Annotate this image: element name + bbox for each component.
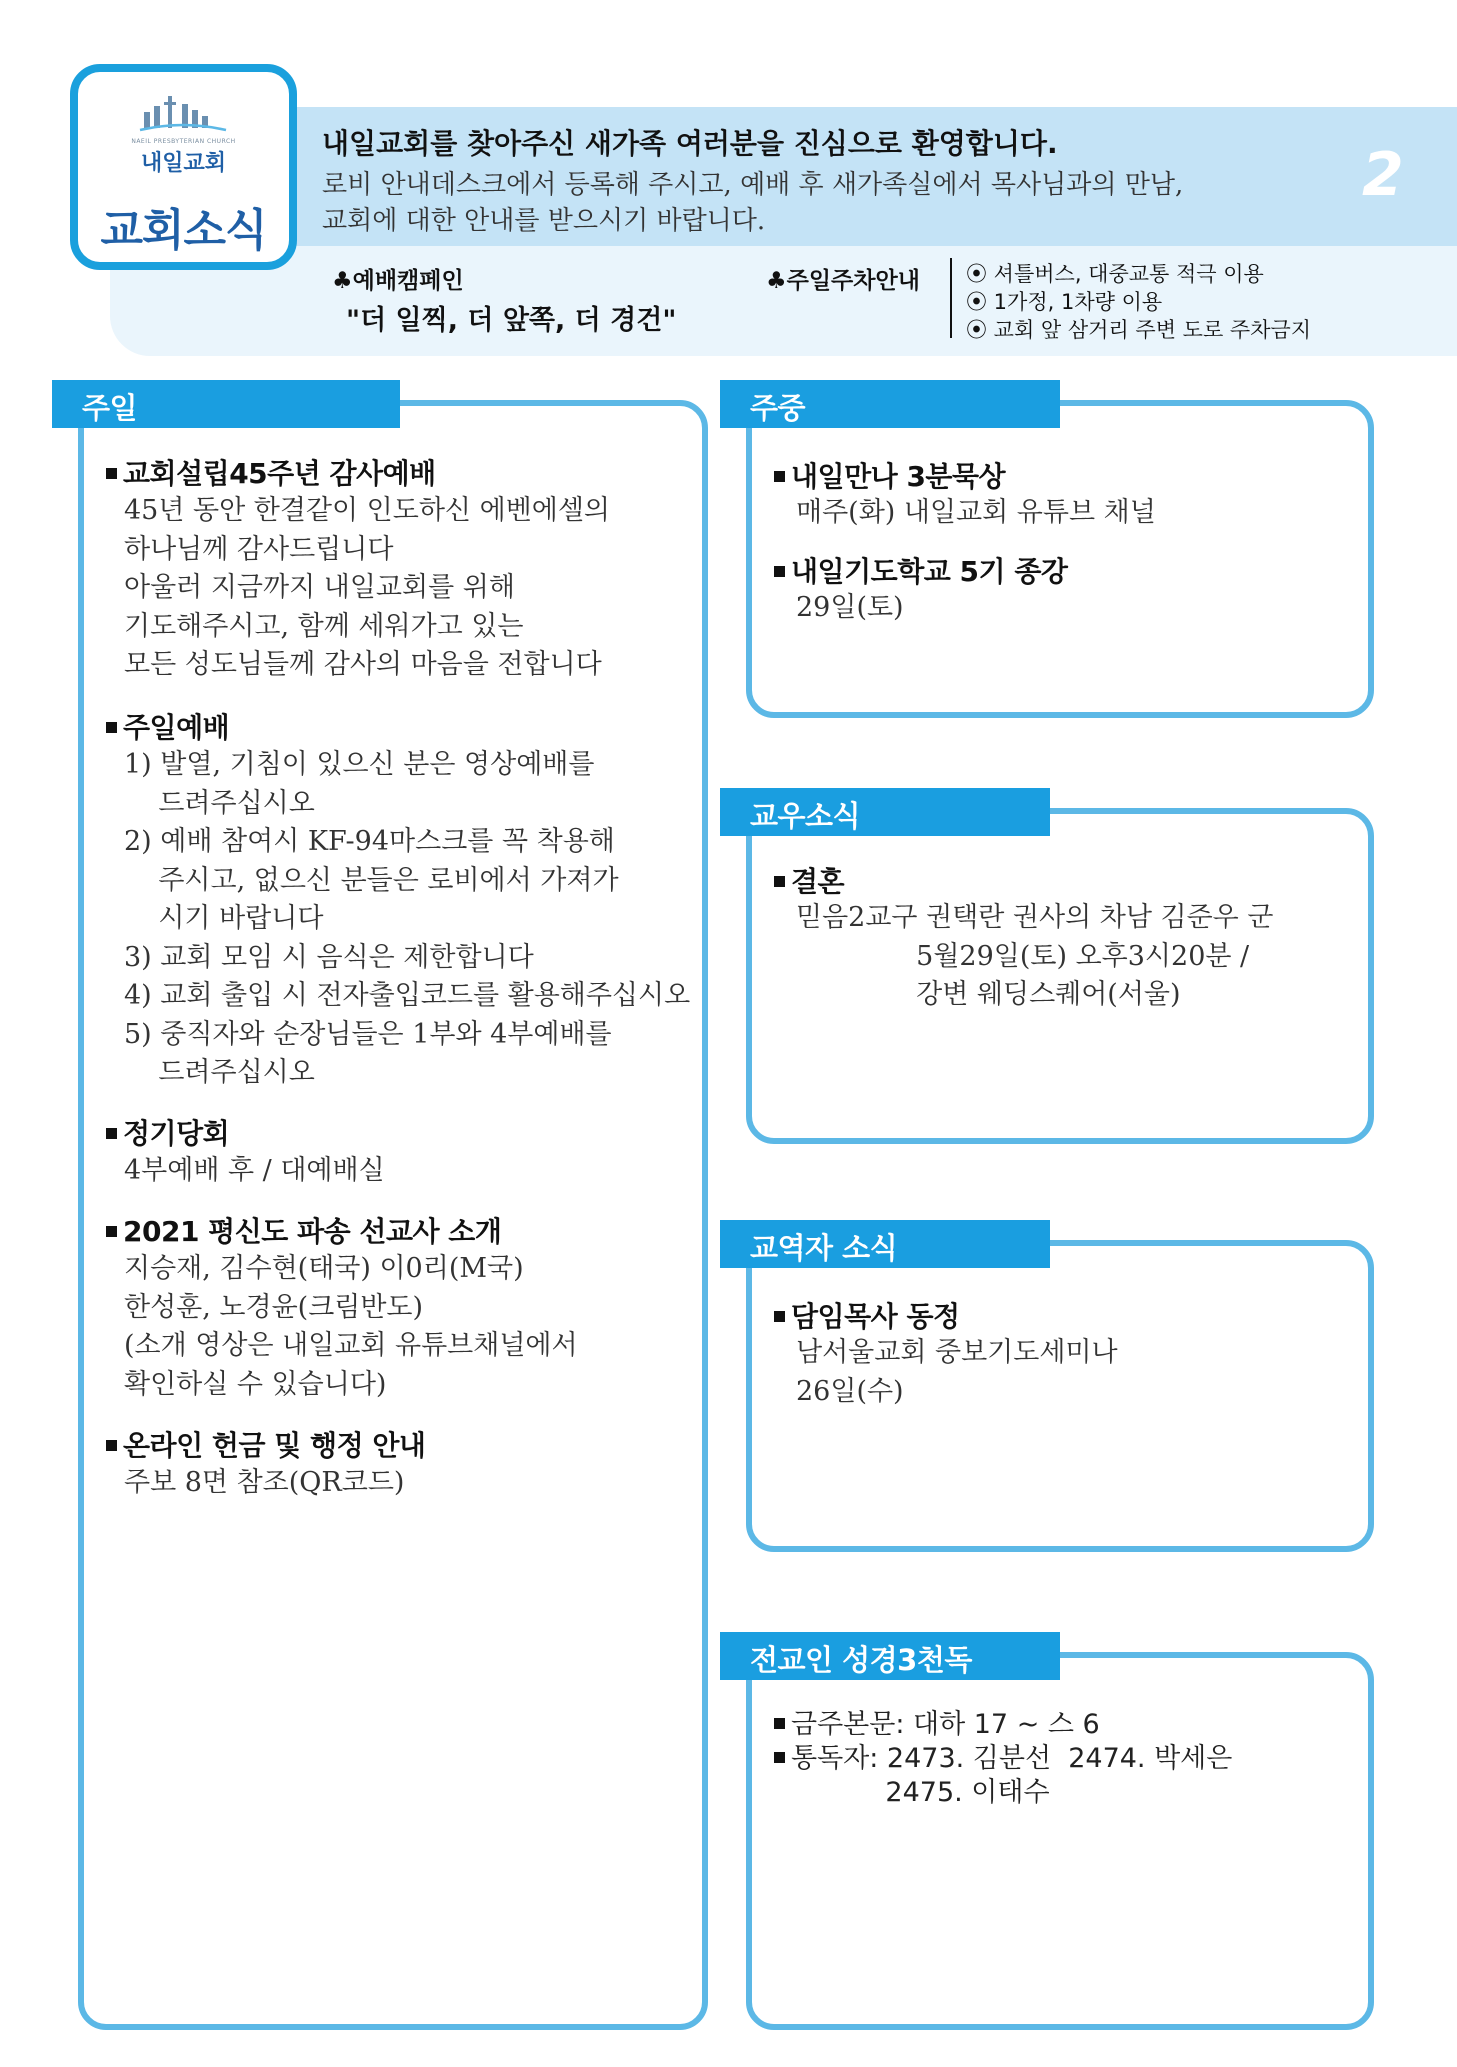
members-item-title: 결혼 bbox=[774, 860, 844, 900]
parking-label: ♣주일주차안내 bbox=[766, 268, 920, 294]
welcome-line-1: 로비 안내데스크에서 등록해 주시고, 예배 후 새가족실에서 목사님과의 만남, bbox=[322, 170, 1184, 200]
bullet-square-icon bbox=[774, 1311, 785, 1322]
ministers-item-title: 담임목사 동정 bbox=[774, 1295, 960, 1335]
bullet-square-icon bbox=[774, 876, 785, 887]
bullet-square-icon bbox=[106, 1128, 117, 1139]
ministers-item-body: 남서울교회 중보기도세미나 26일(수) bbox=[796, 1337, 1118, 1407]
bullet-square-icon bbox=[106, 468, 117, 479]
welcome-title: 내일교회를 찾아주신 새가족 여러분을 진심으로 환영합니다. bbox=[322, 127, 1058, 160]
church-logo bbox=[70, 64, 297, 270]
bible-tab: 전교인 성경3천독 bbox=[720, 1632, 1060, 1680]
sunday-item-title: 정기당회 bbox=[106, 1112, 229, 1152]
parking-item: ⦿ 교회 앞 삼거리 주변 도로 주차금지 bbox=[966, 318, 1312, 342]
parking-divider bbox=[950, 258, 952, 338]
sunday-item-title: 교회설립45주년 감사예배 bbox=[106, 452, 436, 492]
sunday-item-body: 45년 동안 한결같이 인도하신 에벤에셀의 하나님께 감사드립니다 아울러 지금까지 내일교회를 위해 기도해주시고, 함께 세워가고 있는 모든 성도님들께 감사의 마음을 전합니다 bbox=[124, 495, 610, 680]
campaign-slogan: "더 일찍, 더 앞쪽, 더 경건" bbox=[346, 305, 677, 336]
weekday-tab: 주중 bbox=[720, 380, 1060, 428]
members-tab: 교우소식 bbox=[720, 788, 1050, 836]
bible-line: 금주본문: 대하 17 ~ 스 6 bbox=[774, 1702, 1100, 1741]
bullet-square-icon bbox=[106, 722, 117, 733]
page-title: 교회소식 bbox=[100, 205, 267, 256]
bullet-square-icon bbox=[774, 471, 785, 482]
sunday-item-body: 4부예배 후 / 대예배실 bbox=[124, 1155, 385, 1186]
bullet-square-icon bbox=[774, 1752, 785, 1763]
sunday-item-body: 주보 8면 참조(QR코드) bbox=[124, 1467, 405, 1498]
weekday-item-title: 내일만나 3분묵상 bbox=[774, 455, 1005, 495]
campaign-label: ♣예배캠페인 bbox=[332, 268, 464, 294]
weekday-item-body: 매주(화) 내일교회 유튜브 채널 bbox=[796, 497, 1156, 528]
parking-item: ⦿ 1가정, 1차량 이용 bbox=[966, 290, 1163, 314]
sunday-tab: 주일 bbox=[52, 380, 400, 428]
weekday-item-body: 29일(토) bbox=[796, 592, 904, 623]
logo-church-name: 내일교회 bbox=[140, 151, 226, 176]
logo-subtitle: NAEIL PRESBYTERIAN CHURCH bbox=[131, 138, 236, 145]
sunday-item-body: 1) 발열, 기침이 있으신 분은 영상예배를 드려주십시오 2) 예배 참여시 KF-94마스크를 꼭 착용해 주시고, 없으신 분들은 로비에서 가져가 시기 바랍니다 3) 교회 모임 시 음식은 제한합니다 4) 교회 출입 시 전자출입코드를 활용해주십시오 5) 중직자와 순장님들은 1부와 4부예배를 드려주십시오 bbox=[124, 749, 691, 1088]
bullet-square-icon bbox=[774, 1718, 785, 1729]
sunday-item-title: 주일예배 bbox=[106, 706, 229, 746]
ministers-tab: 교역자 소식 bbox=[720, 1220, 1050, 1268]
bible-line: 2475. 이태수 bbox=[791, 1777, 1050, 1808]
sunday-item-title: 2021 평신도 파송 선교사 소개 bbox=[106, 1210, 501, 1250]
page-number: 2 bbox=[1362, 140, 1404, 210]
welcome-line-2: 교회에 대한 안내를 받으시기 바랍니다. bbox=[322, 206, 766, 236]
bible-line: 통독자: 2473. 김분선 2474. 박세은 bbox=[774, 1736, 1232, 1775]
sunday-item-title: 온라인 헌금 및 행정 안내 bbox=[106, 1424, 425, 1464]
church-logo-icon bbox=[138, 94, 228, 134]
sunday-item-body: 지승재, 김수현(태국) 이0리(M국) 한성훈, 노경윤(크림반도) (소개 영상은 내일교회 유튜브채널에서 확인하실 수 있습니다) bbox=[124, 1253, 578, 1400]
bullet-square-icon bbox=[106, 1226, 117, 1237]
members-item-body: 믿음2교구 권택란 권사의 차남 김준우 군 5월29일(토) 오후3시20분 / 강변 웨딩스퀘어(서울) bbox=[796, 902, 1274, 1010]
bullet-square-icon bbox=[774, 566, 785, 577]
bullet-square-icon bbox=[106, 1440, 117, 1451]
weekday-item-title: 내일기도학교 5기 종강 bbox=[774, 550, 1067, 590]
parking-item: ⦿ 셔틀버스, 대중교통 적극 이용 bbox=[966, 262, 1264, 286]
